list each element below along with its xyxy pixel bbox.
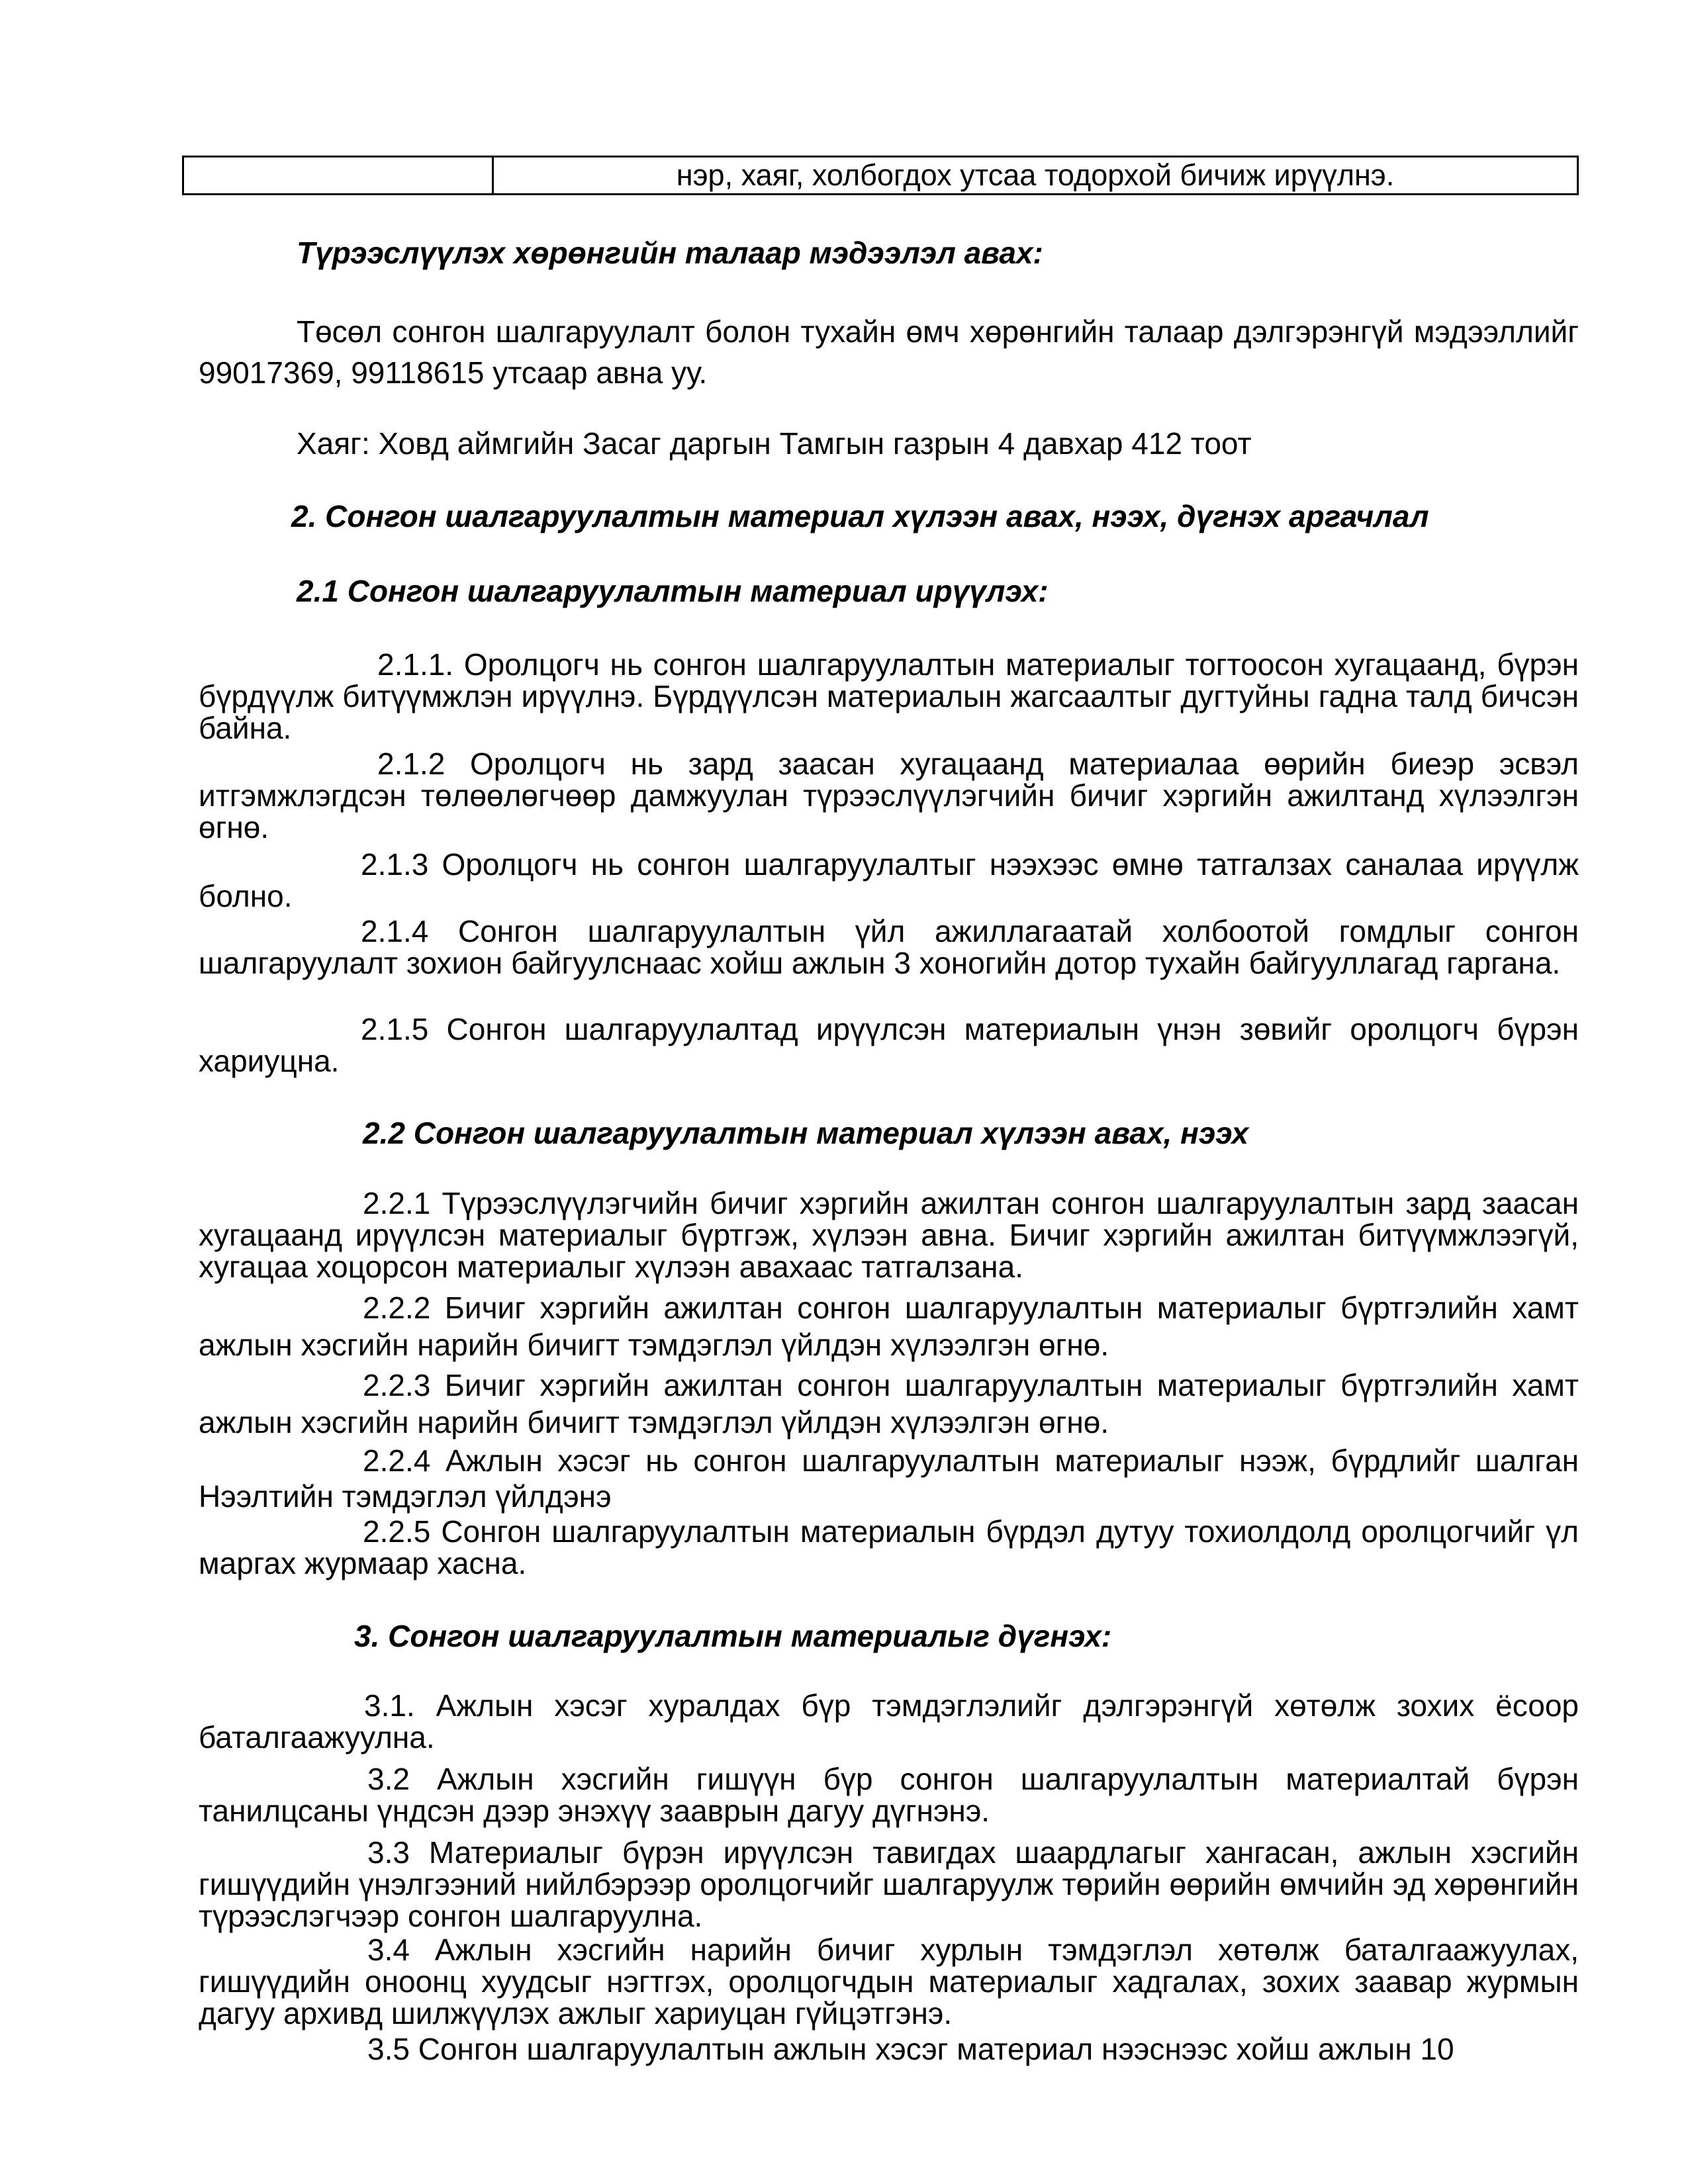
- item-2-2-2: 2.2.2 Бичиг хэргийн ажилтан сонгон шалгаруулалтын материалыг бүртгэлийн хамт ажлын хэсгийн нарийн бичигт тэмдэглэл үйлдэн хүлээлгэн өгнө.: [199, 1291, 1579, 1362]
- item-2-2-3: 2.2.3 Бичиг хэргийн ажилтан сонгон шалгаруулалтын материалыг бүртгэлийн хамт ажлын хэсгийн нарийн бичигт тэмдэглэл үйлдэн хүлээлгэн өгнө.: [199, 1368, 1579, 1439]
- item-2-2-1: 2.2.1 Түрээслүүлэгчийн бичиг хэргийн ажилтан сонгон шалгаруулалтын зард заасан хугацаанд ирүүлсэн материалыг бүртгэж, хүлээн авна. Бичиг хэргийн ажилтан битүүмжлээгүй, хугацаа хоцорсон материалыг хүлээн авахаас татгалзана.: [199, 1186, 1579, 1284]
- section2-1-heading: 2.1 Сонгон шалгаруулалтын материал ирүүлэх:: [297, 574, 1049, 608]
- section3-heading: 3. Сонгон шалгаруулалтын материалыг дүгнэх:: [354, 1619, 1112, 1653]
- item-3-5: 3.5 Сонгон шалгаруулалтын ажлын хэсэг материал нээснээс хойш ажлын 10: [367, 2032, 1454, 2066]
- section2-heading: 2. Сонгон шалгаруулалтын материал хүлээн авах, нээх, дүгнэх аргачлал: [291, 499, 1429, 533]
- table-cell-empty: [184, 158, 494, 193]
- item-3-2: 3.2 Ажлын хэсгийн гишүүн бүр сонгон шалгаруулалтын материалтай бүрэн танилцсаны үндсэн дээр энэхүү зааврын дагуу дүгнэнэ.: [199, 1762, 1579, 1828]
- info-paragraph: Төсөл сонгон шалгаруулалт болон тухайн өмч хөрөнгийн талаар дэлгэрэнгүй мэдээллийг 99017369, 99118615 утсаар авна уу.: [199, 314, 1579, 390]
- item-2-2-5: 2.2.5 Сонгон шалгаруулалтын материалын бүрдэл дутуу тохиолдолд оролцогчийг үл маргах журмаар хасна.: [199, 1514, 1579, 1580]
- address-line: Хаяг: Ховд аймгийн Засаг даргын Тамгын газрын 4 давхар 412 тоот: [297, 426, 1252, 461]
- info-heading: Түрээслүүлэх хөрөнгийн талаар мэдээлэл авах:: [297, 236, 1043, 270]
- top-table: [182, 156, 1579, 195]
- section2-2-heading: 2.2 Сонгон шалгаруулалтын материал хүлээн авах, нээх: [363, 1116, 1249, 1150]
- item-2-1-2: 2.1.2 Оролцогч нь зард заасан хугацаанд материалаа өөрийн биеэр эсвэл итгэмжлэгдсэн төлөөлөгчөөр дамжуулан түрээслүүлэгчийн бичиг хэргийн ажилтанд хүлээлгэн өгнө.: [199, 747, 1579, 844]
- item-3-3: 3.3 Материалыг бүрэн ирүүлсэн тавигдах шаардлагыг хангасан, ажлын хэсгийн гишүүдийн үнэлгээний нийлбэрээр оролцогчийг шалгаруулж төрийн өөрийн өмчийн эд хөрөнгийн түрээслэгчээр сонгон шалгаруулна.: [199, 1835, 1579, 1933]
- item-2-2-4: 2.2.4 Ажлын хэсэг нь сонгон шалгаруулалтын материалыг нээж, бүрдлийг шалган Нээлтийн тэмдэглэл үйлдэнэ: [199, 1443, 1579, 1514]
- table-cell-text: нэр, хаяг, холбогдох утсаа тодорхой бичиж ирүүлнэ.: [676, 158, 1395, 192]
- item-2-1-4: 2.1.4 Сонгон шалгаруулалтын үйл ажиллагаатай холбоотой гомдлыг сонгон шалгаруулалт зохион байгуулснаас хойш ажлын 3 хоногийн дотор тухайн байгууллагад гаргана.: [199, 914, 1579, 980]
- item-3-1: 3.1. Ажлын хэсэг хуралдах бүр тэмдэглэлийг дэлгэрэнгүй хөтөлж зохих ёсоор баталгаажуулна.: [199, 1688, 1579, 1754]
- item-2-1-1: 2.1.1. Оролцогч нь сонгон шалгаруулалтын материалыг тогтоосон хугацаанд, бүрэн бүрдүүлж битүүмжлэн ирүүлнэ. Бүрдүүлсэн материалын жагсаалтыг дугтуйны гадна талд бичсэн байна.: [199, 647, 1579, 745]
- item-3-4: 3.4 Ажлын хэсгийн нарийн бичиг хурлын тэмдэглэл хөтөлж баталгаажуулах, гишүүдийн оноонц хуудсыг нэгтгэх, оролцогчдын материалыг хадгалах, зохих заавар журмын дагуу архивд шилжүүлэх ажлыг хариуцан гүйцэтгэнэ.: [199, 1933, 1579, 2030]
- item-2-1-3: 2.1.3 Оролцогч нь сонгон шалгаруулалтыг нээхээс өмнө татгалзах саналаа ирүүлж болно.: [199, 847, 1579, 913]
- item-2-1-5: 2.1.5 Сонгон шалгаруулалтад ирүүлсэн материалын үнэн зөвийг оролцогч бүрэн хариуцна.: [199, 1012, 1579, 1078]
